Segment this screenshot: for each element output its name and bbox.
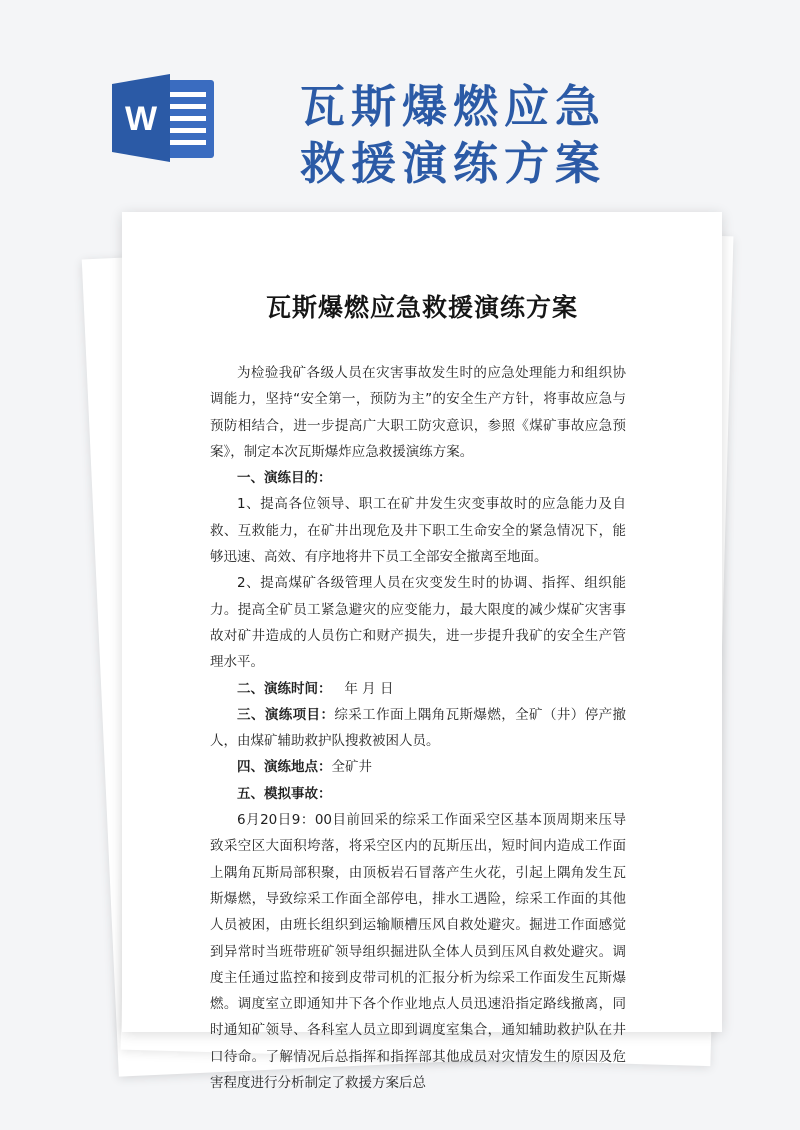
word-icon xyxy=(112,72,216,164)
section-location-label: 四、演练地点： xyxy=(237,759,332,776)
document-title: 瓦斯爆燃应急救援演练方案 xyxy=(265,293,578,322)
banner-title-line-2: 救援演练方案 xyxy=(300,137,607,190)
simulated-accident-paragraph: 6月20日9：00目前回采的综采工作面采空区基本顶周期来压导致采空区大面积垮落，将采空区内的瓦斯压出，短时间内造成工作面上隅角瓦斯局部积聚，由顶板岩石冒落产生火花，引起上隅角发生瓦斯爆燃，导致综采工作面全部停电，排水工遇险，综采工作面的其他人员被困，由班长组织到运输顺槽压风自救处避灾。掘进工作面感觉到异常时当班带班矿领导组织掘进队全体人员到压风自救处避灾。调度主任通过监控和接到皮带司机的汇报分析为综采工作面发生瓦斯爆燃。调度室立即通知井下各个作业地点人员迅速沿指定路线撤离，同时通知矿领导、各科室人员立即到调度室集合，通知辅助救护队在井口待命。了解情况后总指挥和指挥部其他成员对灾情发生的原因及危害程度进行分析制定了救援方案后总 xyxy=(210,812,626,1092)
word-icon-letter: W xyxy=(124,100,158,138)
purpose-paragraph-1: 1、提高各位领导、职工在矿井发生灾变事故时的应急能力及自救、互救能力，在矿井出现危及井下职工生命安全的紧急情况下，能够迅速、高效、有序地将井下员工全部安全撤离至地面。 xyxy=(210,496,626,566)
section-time-value: 年 月 日 xyxy=(344,680,394,697)
section-project-value: 综采工作面上隅角瓦斯爆燃，全矿（井）停产撤人，由煤矿辅助救护队搜救被困人员。 xyxy=(210,706,627,750)
section-heading-simulated-accident: 五、模拟事故： xyxy=(237,785,332,802)
section-project xyxy=(210,702,626,755)
section-location xyxy=(210,754,626,780)
purpose-paragraph-2: 2、提高煤矿各级管理人员在灾变发生时的协调、指挥、组织能力。提高全矿员工紧急避灾的应变能力，最大限度的减少煤矿灾害事故对矿井造成的人员伤亡和财产损失，进一步提升我矿的安全生产管理水平。 xyxy=(210,575,626,671)
section-location-value: 全矿井 xyxy=(331,759,372,776)
section-time-label: 二、演练时间： xyxy=(237,680,332,697)
header-banner xyxy=(0,0,800,200)
section-heading-purpose: 一、演练目的： xyxy=(237,470,332,487)
section-time xyxy=(210,676,626,702)
document-body xyxy=(210,360,626,1096)
banner-title-line-1: 瓦斯爆燃应急 xyxy=(300,80,607,133)
section-project-label: 三、演练项目： xyxy=(237,706,335,723)
document-page xyxy=(122,212,722,1092)
intro-paragraph: 为检验我矿各级人员在灾害事故发生时的应急处理能力和组织协调能力，坚持“安全第一，预防为主”的安全生产方针，将事故应急与预防相结合，进一步提高广大职工防灾意识，参照《煤矿事故应急预案》，制定本次瓦斯爆炸应急救援演练方案。 xyxy=(210,365,626,460)
banner-title xyxy=(300,78,770,192)
